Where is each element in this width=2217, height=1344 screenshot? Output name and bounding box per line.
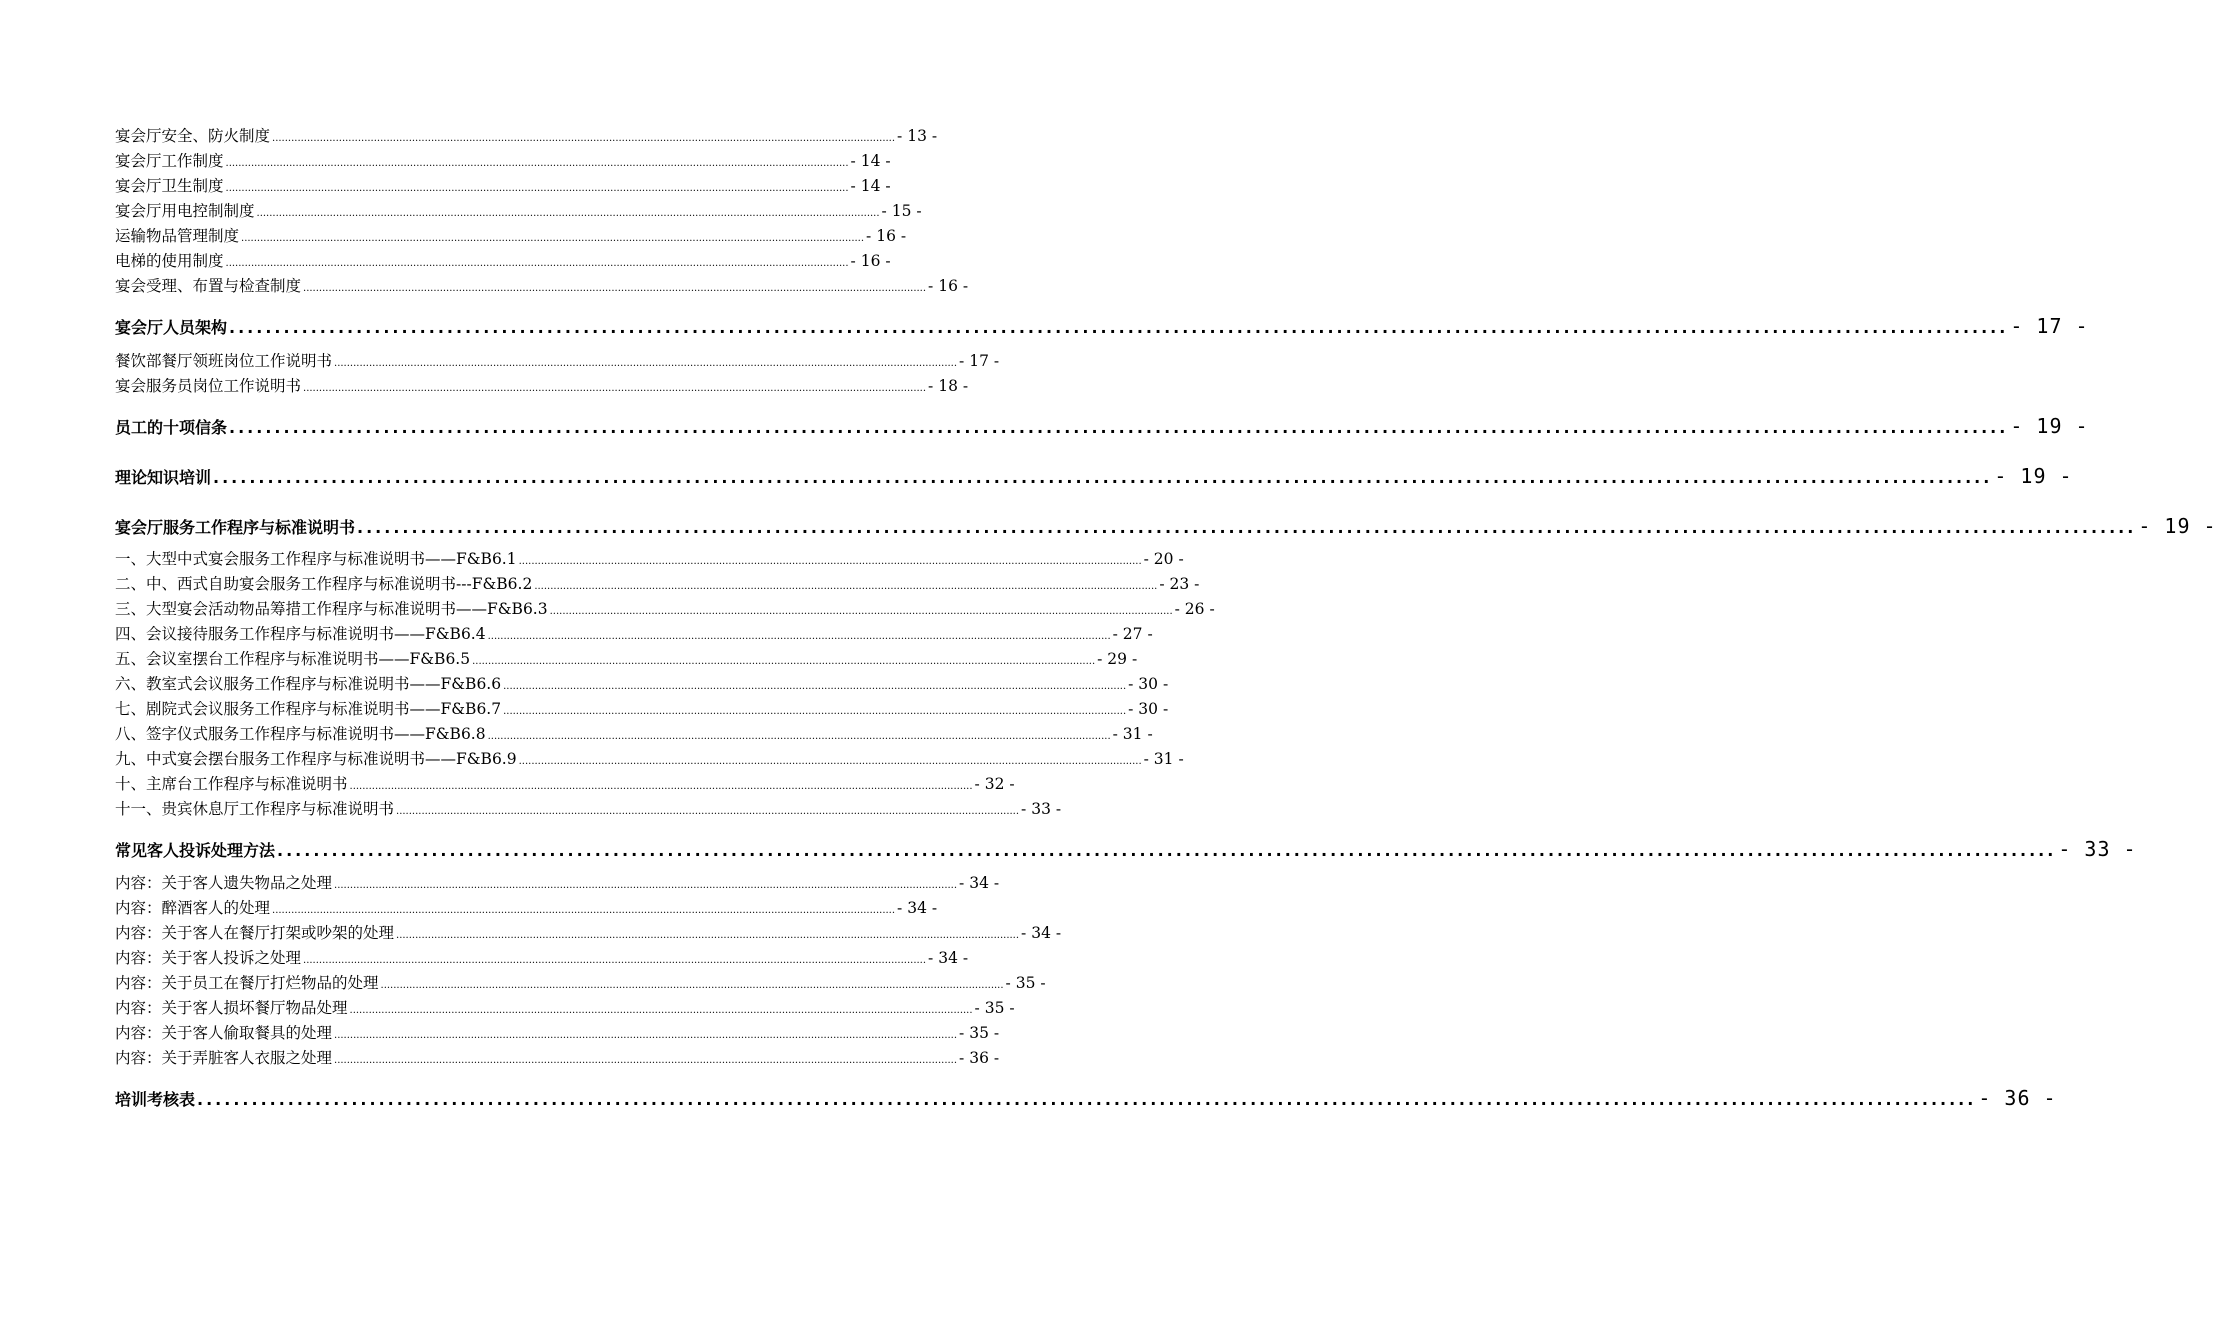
toc-entry-title: 五、会议室摆台工作程序与标准说明书——F&B6.5 bbox=[115, 650, 471, 668]
toc-entry-title: 宴会厅人员架构 bbox=[115, 318, 228, 337]
toc-dot-leader: .................................................................................................................................................................................................... bbox=[396, 930, 1020, 941]
toc-page-number: - 33 - bbox=[1021, 800, 1062, 818]
toc-entry-title: 内容：关于客人在餐厅打架或吵架的处理 bbox=[115, 924, 395, 942]
toc-dot-leader: .................................................................................................................................................................................................... bbox=[487, 631, 1111, 642]
toc-entry-title: 宴会厅安全、防火制度 bbox=[115, 127, 271, 145]
toc-entry-title: 常见客人投诉处理方法 bbox=[115, 841, 276, 860]
toc-dot-leader: .................................................................................................................................................................................................... bbox=[213, 468, 1993, 487]
toc-page-number: - 30 - bbox=[1128, 675, 1169, 693]
toc-dot-leader: .................................................................................................................................................................................................... bbox=[303, 283, 927, 294]
toc-dot-leader: .................................................................................................................................................................................................... bbox=[277, 841, 2057, 860]
toc-section-heading[interactable] bbox=[115, 412, 2089, 440]
toc-entry[interactable] bbox=[115, 375, 969, 397]
toc-entry-title: 内容：关于员工在餐厅打烂物品的处理 bbox=[115, 974, 379, 992]
toc-entry-title: 八、签字仪式服务工作程序与标准说明书——F&B6.8 bbox=[115, 725, 486, 743]
toc-entry-title: 一、大型中式宴会服务工作程序与标准说明书——F&B6.1 bbox=[115, 550, 517, 568]
toc-page-number: - 13 - bbox=[897, 127, 938, 145]
toc-page-number: - 23 - bbox=[1159, 575, 1200, 593]
toc-page-number: - 20 - bbox=[1143, 550, 1184, 568]
toc-page-number: - 33 - bbox=[2058, 837, 2137, 861]
toc-page-number: - 34 - bbox=[1021, 924, 1062, 942]
toc-entry[interactable] bbox=[115, 748, 1184, 770]
toc-entry[interactable] bbox=[115, 573, 1200, 595]
toc-dot-leader: .................................................................................................................................................................................................... bbox=[303, 383, 927, 394]
toc-entry-title: 十、主席台工作程序与标准说明书 bbox=[115, 775, 348, 793]
toc-dot-leader: .................................................................................................................................................................................................... bbox=[225, 258, 849, 269]
toc-page-number: - 17 - bbox=[959, 352, 1000, 370]
toc-dot-leader: .................................................................................................................................................................................................... bbox=[197, 1090, 1977, 1109]
toc-entry-title: 七、剧院式会议服务工作程序与标准说明书——F&B6.7 bbox=[115, 700, 502, 718]
toc-page-number: - 35 - bbox=[974, 999, 1015, 1017]
toc-entry[interactable] bbox=[115, 598, 1215, 620]
toc-page-number: - 31 - bbox=[1112, 725, 1153, 743]
toc-entry[interactable] bbox=[115, 623, 1153, 645]
toc-entry-title: 九、中式宴会摆台服务工作程序与标准说明书——F&B6.9 bbox=[115, 750, 517, 768]
toc-entry-title: 宴会厅服务工作程序与标准说明书 bbox=[115, 518, 356, 537]
toc-dot-leader: .................................................................................................................................................................................................... bbox=[225, 158, 849, 169]
toc-page-number: - 26 - bbox=[1174, 600, 1215, 618]
toc-dot-leader: .................................................................................................................................................................................................... bbox=[229, 418, 2009, 437]
toc-entry[interactable] bbox=[115, 872, 1000, 894]
toc-dot-leader: .................................................................................................................................................................................................... bbox=[503, 681, 1127, 692]
toc-entry[interactable] bbox=[115, 698, 1169, 720]
toc-dot-leader: .................................................................................................................................................................................................... bbox=[549, 606, 1173, 617]
toc-dot-leader: .................................................................................................................................................................................................... bbox=[380, 980, 1004, 991]
toc-entry[interactable] bbox=[115, 947, 969, 969]
toc-dot-leader: .................................................................................................................................................................................................... bbox=[229, 318, 2009, 337]
toc-entry-title: 运输物品管理制度 bbox=[115, 227, 240, 245]
toc-dot-leader: .................................................................................................................................................................................................... bbox=[241, 233, 865, 244]
toc-section-heading[interactable] bbox=[115, 462, 2073, 490]
toc-dot-leader: .................................................................................................................................................................................................... bbox=[487, 731, 1111, 742]
toc-entry-title: 内容：关于客人偷取餐具的处理 bbox=[115, 1024, 333, 1042]
toc-entry[interactable] bbox=[115, 548, 1184, 570]
toc-entry[interactable] bbox=[115, 225, 907, 247]
toc-entry[interactable] bbox=[115, 350, 1000, 372]
toc-entry-title: 宴会厅用电控制制度 bbox=[115, 202, 255, 220]
toc-page-number: - 36 - bbox=[1978, 1086, 2057, 1110]
toc-dot-leader: .................................................................................................................................................................................................... bbox=[472, 656, 1096, 667]
toc-page-number: - 16 - bbox=[866, 227, 907, 245]
toc-entry[interactable] bbox=[115, 275, 969, 297]
toc-entry-title: 培训考核表 bbox=[115, 1090, 196, 1109]
toc-entry-title: 十一、贵宾休息厅工作程序与标准说明书 bbox=[115, 800, 395, 818]
toc-page-number: - 36 - bbox=[959, 1049, 1000, 1067]
toc-dot-leader: .................................................................................................................................................................................................... bbox=[349, 1005, 973, 1016]
toc-entry-title: 员工的十项信条 bbox=[115, 418, 228, 437]
toc-page-number: - 34 - bbox=[928, 949, 969, 967]
toc-dot-leader: .................................................................................................................................................................................................... bbox=[518, 556, 1142, 567]
toc-page-number: - 19 - bbox=[2010, 414, 2089, 438]
toc-dot-leader: .................................................................................................................................................................................................... bbox=[334, 358, 958, 369]
toc-entry-title: 宴会受理、布置与检查制度 bbox=[115, 277, 302, 295]
toc-entry[interactable] bbox=[115, 673, 1169, 695]
toc-entry[interactable] bbox=[115, 175, 891, 197]
toc-page-number: - 27 - bbox=[1112, 625, 1153, 643]
toc-dot-leader: .................................................................................................................................................................................................... bbox=[272, 133, 896, 144]
toc-entry-title: 餐饮部餐厅领班岗位工作说明书 bbox=[115, 352, 333, 370]
toc-page-number: - 35 - bbox=[1005, 974, 1046, 992]
toc-entry[interactable] bbox=[115, 250, 891, 272]
toc-section-heading[interactable] bbox=[115, 312, 2089, 340]
toc-section-heading[interactable] bbox=[115, 835, 2137, 863]
toc-entry-title: 宴会厅工作制度 bbox=[115, 152, 224, 170]
toc-dot-leader: .................................................................................................................................................................................................... bbox=[272, 905, 896, 916]
toc-dot-leader: .................................................................................................................................................................................................... bbox=[334, 1055, 958, 1066]
toc-entry-title: 内容：关于客人遗失物品之处理 bbox=[115, 874, 333, 892]
toc-dot-leader: .................................................................................................................................................................................................... bbox=[349, 781, 973, 792]
toc-section-heading[interactable] bbox=[115, 512, 2217, 540]
toc-page-number: - 14 - bbox=[850, 177, 891, 195]
toc-page-number: - 35 - bbox=[959, 1024, 1000, 1042]
toc-dot-leader: .................................................................................................................................................................................................... bbox=[334, 1030, 958, 1041]
toc-entry[interactable] bbox=[115, 648, 1138, 670]
toc-entry[interactable] bbox=[115, 897, 938, 919]
toc-page-number: - 19 - bbox=[1994, 464, 2073, 488]
toc-dot-leader: .................................................................................................................................................................................................... bbox=[256, 208, 880, 219]
toc-page-number: - 17 - bbox=[2010, 314, 2089, 338]
toc-entry[interactable] bbox=[115, 972, 1046, 994]
toc-page-number: - 32 - bbox=[974, 775, 1015, 793]
toc-page-number: - 29 - bbox=[1097, 650, 1138, 668]
toc-page-number: - 30 - bbox=[1128, 700, 1169, 718]
toc-page-number: - 16 - bbox=[928, 277, 969, 295]
toc-entry-title: 内容：关于客人投诉之处理 bbox=[115, 949, 302, 967]
toc-page-number: - 18 - bbox=[928, 377, 969, 395]
toc-entry[interactable] bbox=[115, 150, 891, 172]
toc-dot-leader: .................................................................................................................................................................................................... bbox=[334, 880, 958, 891]
toc-dot-leader: .................................................................................................................................................................................................... bbox=[303, 955, 927, 966]
toc-entry[interactable] bbox=[115, 773, 1015, 795]
toc-entry-title: 四、会议接待服务工作程序与标准说明书——F&B6.4 bbox=[115, 625, 486, 643]
toc-entry-title: 宴会服务员岗位工作说明书 bbox=[115, 377, 302, 395]
toc-page-number: - 16 - bbox=[850, 252, 891, 270]
toc-dot-leader: .................................................................................................................................................................................................... bbox=[225, 183, 849, 194]
toc-entry[interactable] bbox=[115, 125, 938, 147]
toc-entry-title: 六、教室式会议服务工作程序与标准说明书——F&B6.6 bbox=[115, 675, 502, 693]
toc-section-heading[interactable] bbox=[115, 1084, 2057, 1112]
toc-page-number: - 34 - bbox=[897, 899, 938, 917]
toc-dot-leader: .................................................................................................................................................................................................... bbox=[396, 806, 1020, 817]
toc-entry[interactable] bbox=[115, 922, 1062, 944]
toc-page-number: - 19 - bbox=[2138, 514, 2217, 538]
toc-entry-title: 内容：关于客人损坏餐厅物品处理 bbox=[115, 999, 348, 1017]
toc-dot-leader: .................................................................................................................................................................................................... bbox=[503, 706, 1127, 717]
toc-dot-leader: .................................................................................................................................................................................................... bbox=[518, 756, 1142, 767]
toc-page-number: - 14 - bbox=[850, 152, 891, 170]
toc-entry-title: 理论知识培训 bbox=[115, 468, 212, 487]
toc-entry-title: 内容：醉酒客人的处理 bbox=[115, 899, 271, 917]
toc-entry[interactable] bbox=[115, 1022, 1000, 1044]
toc-entry-title: 二、中、西式自助宴会服务工作程序与标准说明书---F&B6.2 bbox=[115, 575, 533, 593]
toc-entry[interactable] bbox=[115, 798, 1062, 820]
toc-page-number: - 31 - bbox=[1143, 750, 1184, 768]
toc-page-number: - 15 - bbox=[881, 202, 922, 220]
toc-entry-title: 宴会厅卫生制度 bbox=[115, 177, 224, 195]
toc-entry-title: 三、大型宴会活动物品筹措工作程序与标准说明书——F&B6.3 bbox=[115, 600, 548, 618]
toc-dot-leader: .................................................................................................................................................................................................... bbox=[534, 581, 1158, 592]
toc-entry-title: 内容：关于弄脏客人衣服之处理 bbox=[115, 1049, 333, 1067]
toc-entry[interactable] bbox=[115, 200, 922, 222]
toc-entry[interactable] bbox=[115, 1047, 1000, 1069]
toc-dot-leader: .................................................................................................................................................................................................... bbox=[357, 518, 2137, 537]
toc-page-number: - 34 - bbox=[959, 874, 1000, 892]
toc-entry[interactable] bbox=[115, 997, 1015, 1019]
toc-entry-title: 电梯的使用制度 bbox=[115, 252, 224, 270]
toc-entry[interactable] bbox=[115, 723, 1153, 745]
